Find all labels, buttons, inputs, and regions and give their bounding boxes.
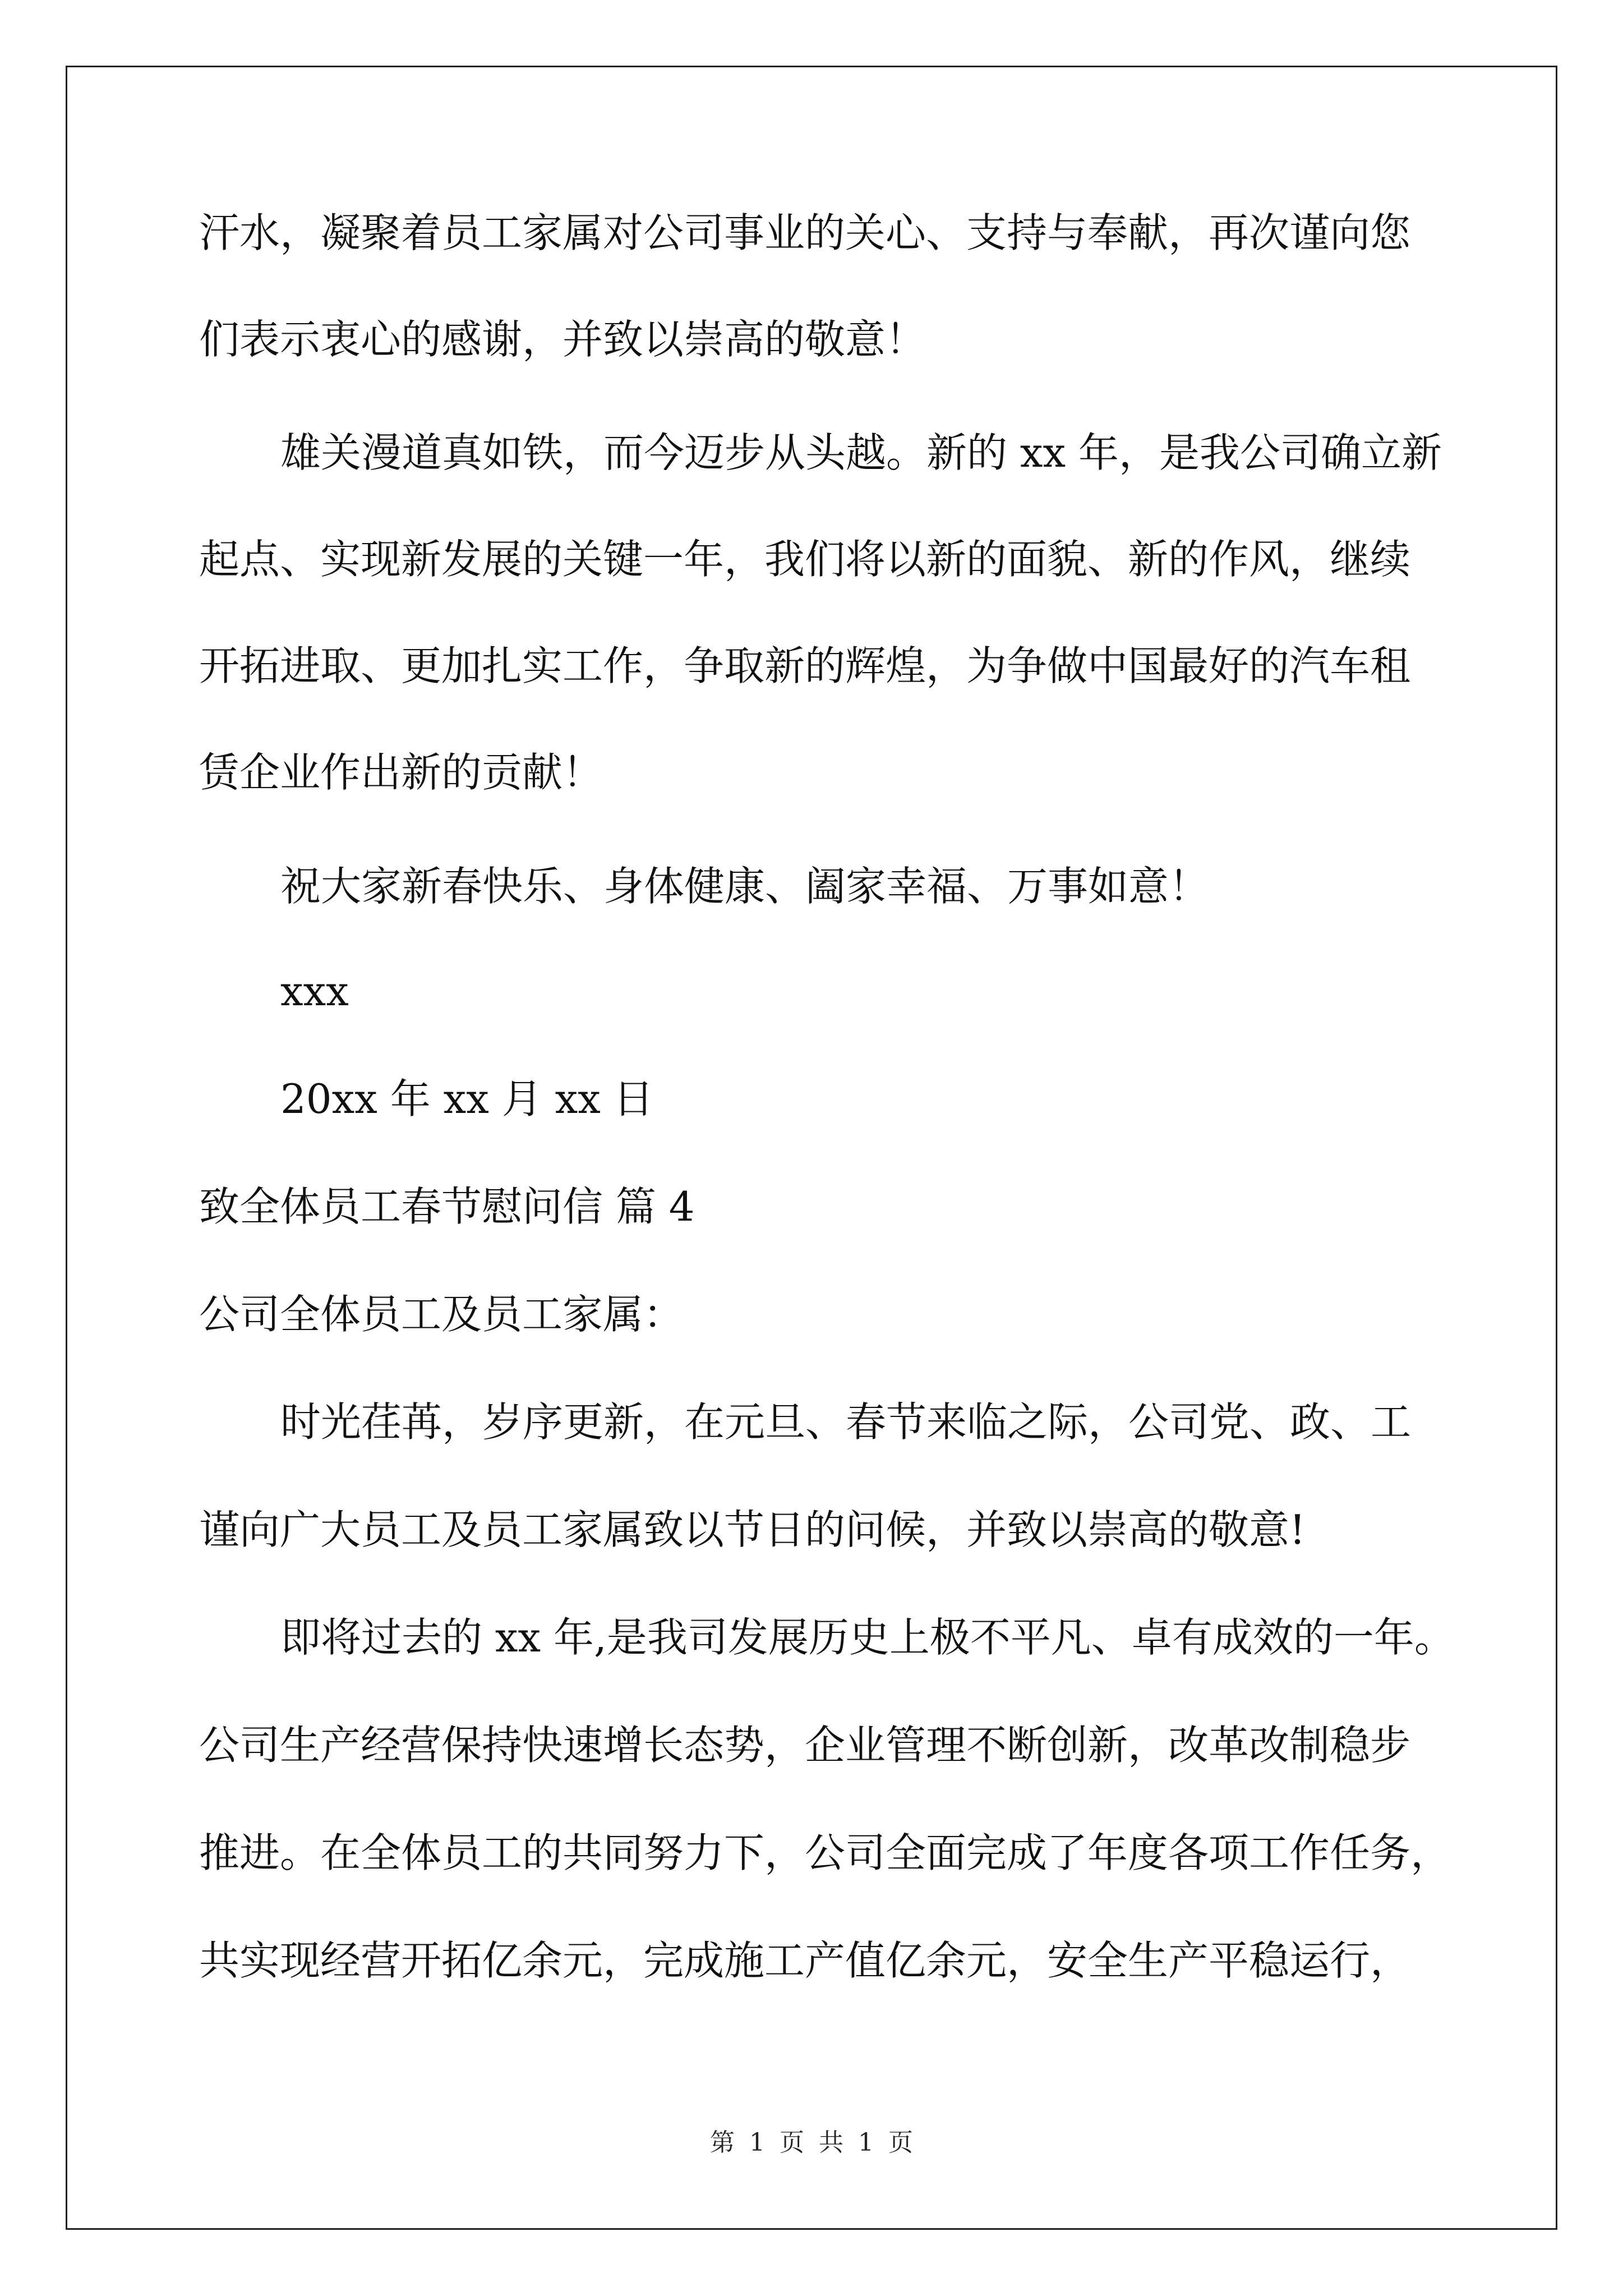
page-footer: 第 1 页 共 1 页 [710, 2128, 913, 2157]
signature-name: xxx [280, 968, 349, 1015]
signature-date: 20xx 年 xx 月 xx 日 [280, 1075, 654, 1122]
text-line: 开拓进取、更加扎实工作，争取新的辉煌，为争做中国最好的汽车租 [199, 642, 1411, 689]
text-line: 共实现经营开拓亿余元，完成施工产值亿余元，安全生产平稳运行， [199, 1937, 1411, 1984]
text-line: 公司生产经营保持快速增长态势，企业管理不断创新，改革改制稳步 [199, 1722, 1411, 1769]
salutation: 公司全体员工及员工家属： [199, 1291, 684, 1338]
text-line: 谨向广大员工及员工家属致以节日的问候，并致以崇高的敬意! [199, 1506, 1306, 1553]
text-line: 时光荏苒，岁序更新，在元旦、春节来临之际，公司党、政、工 [280, 1398, 1412, 1446]
text-line: 赁企业作出新的贡献！ [199, 749, 603, 796]
text-line: 即将过去的 xx 年,是我司发展历史上极不平凡、卓有成效的一年。 [280, 1614, 1455, 1661]
section-title: 致全体员工春节慰问信 篇 4 [199, 1183, 695, 1230]
page-border [66, 66, 1557, 2230]
text-line: 祝大家新春快乐、身体健康、阖家幸福、万事如意！ [280, 863, 1210, 910]
text-line: 起点、实现新发展的关键一年，我们将以新的面貌、新的作风，继续 [199, 536, 1411, 583]
text-line: 汗水，凝聚着员工家属对公司事业的关心、支持与奉献，再次谨向您 [199, 209, 1411, 256]
text-line: 雄关漫道真如铁，而今迈步从头越。新的 xx 年，是我公司确立新 [280, 429, 1442, 476]
text-line: 们表示衷心的感谢，并致以崇高的敬意！ [199, 316, 926, 363]
text-line: 推进。在全体员工的共同努力下，公司全面完成了年度各项工作任务， [199, 1829, 1451, 1876]
